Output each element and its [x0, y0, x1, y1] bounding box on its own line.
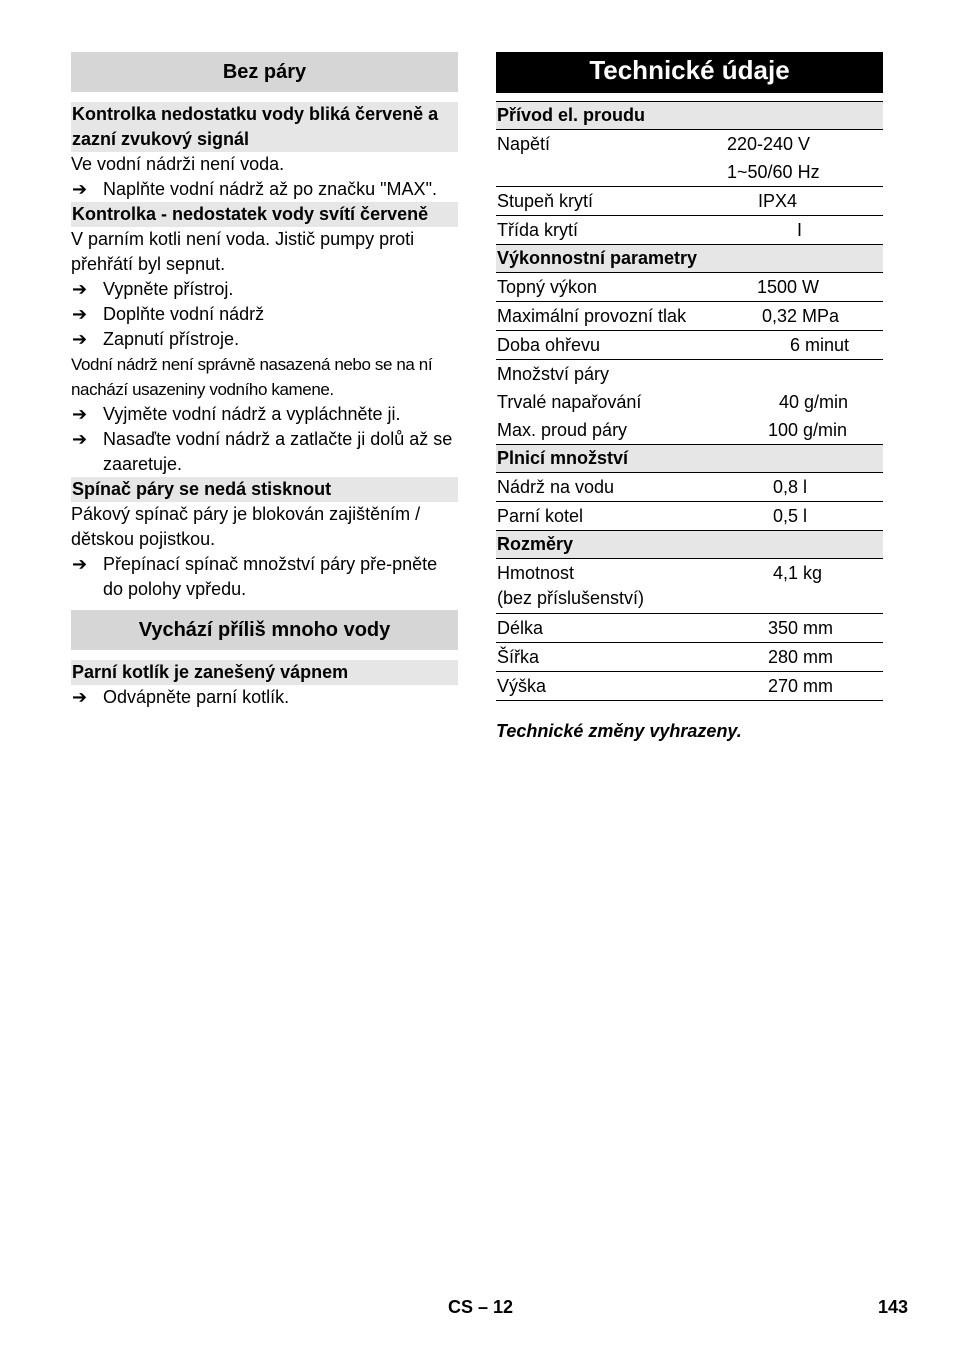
- table-row: [496, 130, 883, 159]
- row-label: Napětí: [497, 134, 551, 154]
- row-value: 6 minut: [726, 331, 883, 360]
- instruction-item: [71, 327, 458, 352]
- table-row: [496, 473, 883, 502]
- row-label: Množství páry: [497, 364, 610, 384]
- troubleshooting-column: [71, 52, 458, 710]
- table-row: [496, 360, 883, 389]
- instruction-item: [71, 427, 458, 477]
- row-label-line: (bez příslušenství): [497, 588, 645, 608]
- category-label: Výkonnostní parametry: [496, 245, 883, 273]
- row-value: 0,5 l: [726, 502, 883, 531]
- instruction-text: Doplňte vodní nádrž: [103, 304, 265, 324]
- instruction-text: Přepínací spínač množství páry pře-pněte do polohy vpředu.: [103, 554, 438, 599]
- instruction-text: Naplňte vodní nádrž až po značku "MAX".: [103, 179, 437, 199]
- category-label: Rozměry: [496, 531, 883, 559]
- technical-changes-note: Technické změny vyhrazeny.: [496, 721, 742, 741]
- arrow-icon: ➔: [72, 554, 88, 574]
- table-category-row: [496, 445, 883, 473]
- row-value: 270 mm: [726, 672, 883, 701]
- instruction-text: Nasaďte vodní nádrž a zatlačte ji dolů až se zaaretuje.: [103, 429, 453, 474]
- row-label: Maximální provozní tlak: [496, 302, 726, 331]
- technical-data-column: [496, 52, 883, 742]
- instruction-item: [71, 552, 458, 602]
- row-value: 1500 W: [726, 273, 883, 302]
- paragraph: Pákový spínač páry je blokován zajištěním / dětskou pojistkou.: [71, 504, 421, 549]
- row-label: Nádrž na vodu: [496, 473, 726, 502]
- instruction-item: [71, 402, 458, 427]
- table-category-row: [496, 531, 883, 559]
- row-label: Doba ohřevu: [496, 331, 726, 360]
- row-label: Topný výkon: [496, 273, 726, 302]
- subheading-limescale: Parní kotlík je zanešený vápnem: [71, 660, 458, 685]
- row-value: 0,32 MPa: [726, 302, 883, 331]
- row-label: Třída krytí: [496, 216, 726, 245]
- arrow-icon: ➔: [72, 179, 88, 199]
- row-label-line: Hmotnost: [497, 563, 575, 583]
- row-value: I: [726, 216, 883, 245]
- arrow-icon: ➔: [72, 687, 88, 707]
- row-value: 4,1 kg: [726, 559, 883, 614]
- arrow-icon: ➔: [72, 329, 88, 349]
- category-label: Plnicí množství: [496, 445, 883, 473]
- table-row: [496, 388, 883, 416]
- table-row: [496, 502, 883, 531]
- table-row: [496, 331, 883, 360]
- table-row: [496, 614, 883, 643]
- paragraph: V parním kotli není voda. Jistič pumpy proti přehřátí byl sepnut.: [71, 229, 415, 274]
- row-label: Max. proud páry: [496, 416, 726, 445]
- row-value: 40 g/min: [779, 392, 849, 412]
- table-row: [496, 559, 883, 614]
- row-label: [496, 559, 726, 614]
- instruction-item: [71, 177, 458, 202]
- table-row: [496, 416, 883, 445]
- subheading-steam-switch: Spínač páry se nedá stisknout: [71, 477, 458, 502]
- instruction-text: Vyjměte vodní nádrž a vypláchněte ji.: [103, 404, 401, 424]
- instruction-item: [71, 277, 458, 302]
- arrow-icon: ➔: [72, 404, 88, 424]
- instruction-text: Zapnutí přístroje.: [103, 329, 240, 349]
- technical-data-table: [496, 101, 883, 701]
- row-value: 1~50/60 Hz: [726, 158, 883, 187]
- row-label: Šířka: [496, 643, 726, 672]
- paragraph: Ve vodní nádrži není voda.: [71, 154, 285, 174]
- row-label: Výška: [496, 672, 726, 701]
- row-label: Délka: [496, 614, 726, 643]
- table-row: [496, 643, 883, 672]
- instruction-text: Vypněte přístroj.: [103, 279, 234, 299]
- table-category-row: [496, 102, 883, 130]
- row-value: IPX4: [726, 187, 883, 216]
- instruction-item: [71, 685, 458, 710]
- row-label: Parní kotel: [496, 502, 726, 531]
- section-page-label: CS – 12: [448, 1297, 514, 1317]
- row-value: 100 g/min: [726, 416, 883, 445]
- section-heading-too-much-water: Vychází příliš mnoho vody: [71, 610, 458, 650]
- subheading-water-shortage-blinking: Kontrolka nedostatku vody bliká červeně a zazní zvukový signál: [71, 102, 458, 152]
- subheading-water-shortage-lit: Kontrolka - nedostatek vody svítí červeně: [71, 202, 458, 227]
- instruction-item: [71, 302, 458, 327]
- row-label: Stupeň krytí: [496, 187, 726, 216]
- table-category-row: [496, 245, 883, 273]
- row-value: 220-240 V: [727, 134, 811, 154]
- table-row: [496, 158, 883, 187]
- row-label: Trvalé napařování: [497, 392, 642, 412]
- arrow-icon: ➔: [72, 304, 88, 324]
- arrow-icon: ➔: [72, 279, 88, 299]
- paragraph: Vodní nádrž není správně nasazená nebo se na ní nachází usazeniny vodního kamene.: [71, 355, 433, 399]
- row-value: 280 mm: [726, 643, 883, 672]
- table-row: [496, 302, 883, 331]
- table-row: [496, 187, 883, 216]
- arrow-icon: ➔: [72, 429, 88, 449]
- instruction-text: Odvápněte parní kotlík.: [103, 687, 290, 707]
- table-row: [496, 216, 883, 245]
- row-value: 0,8 l: [726, 473, 883, 502]
- section-heading-no-steam: Bez páry: [71, 52, 458, 92]
- page-title: Technické údaje: [496, 52, 883, 93]
- page-number: 143: [878, 1297, 909, 1317]
- table-row: [496, 672, 883, 701]
- table-row: [496, 273, 883, 302]
- row-value: 350 mm: [726, 614, 883, 643]
- category-label: Přívod el. proudu: [496, 102, 883, 130]
